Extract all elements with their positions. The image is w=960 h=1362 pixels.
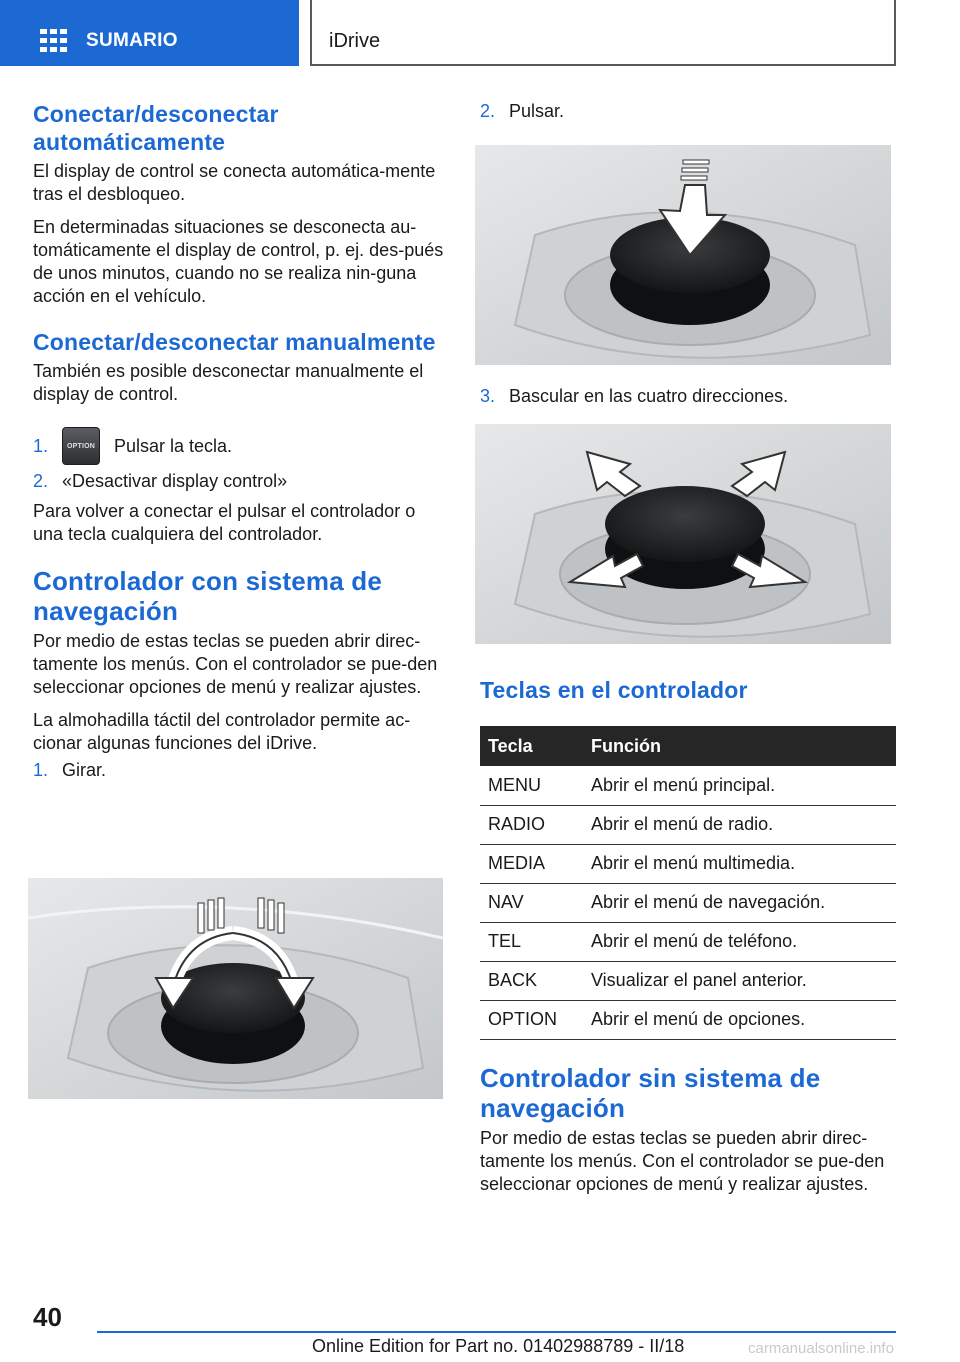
table-row: [480, 961, 896, 1000]
summary-label: SUMARIO: [86, 30, 178, 51]
heading-controller-no-nav: Controlador sin sistema de navegación: [480, 1063, 821, 1123]
footer-edition: Online Edition for Part no. 01402988789 - II/18: [312, 1336, 685, 1356]
paragraph-auto-connect-2: En determinadas situaciones se desconecta au-tomáticamente el display de control, p. ej. des-pués de unos minutos, cuando no se realiza nin-guna acción en el vehículo.: [33, 217, 444, 306]
controller-no-nav-section: [480, 1063, 896, 1196]
table-header-key: Tecla: [480, 726, 583, 766]
table-cell-key: BACK: [480, 961, 583, 1000]
paragraph-manual-connect-1: También es posible desconectar manualmente el display de control.: [33, 361, 424, 404]
controller-keys-section: [480, 676, 896, 1040]
table-cell-key: NAV: [480, 883, 583, 922]
table-cell-function: Abrir el menú de navegación.: [583, 883, 896, 922]
summary-button[interactable]: [0, 0, 299, 66]
heading-auto-connect: Conectar/desconectar automáticamente: [33, 101, 279, 155]
table-header-function: Función: [583, 726, 896, 766]
table-row: [480, 1000, 896, 1039]
table-row: [480, 883, 896, 922]
table-cell-key: TEL: [480, 922, 583, 961]
figure-controller-tilt: [475, 424, 891, 644]
step-text: Bascular en las cuatro direcciones.: [509, 386, 789, 406]
step-number: 3.: [480, 386, 496, 406]
controller-keys-table: [480, 726, 896, 1040]
step-push: [480, 100, 896, 123]
paragraph-controller-nav-2: La almohadilla táctil del controlador permite ac-cionar algunas funciones del iDrive.: [33, 710, 411, 753]
table-cell-function: Abrir el menú de teléfono.: [583, 922, 896, 961]
step-number: 1.: [33, 760, 49, 780]
step-number: 2.: [33, 471, 49, 491]
table-cell-function: Abrir el menú de radio.: [583, 805, 896, 844]
table-row: [480, 805, 896, 844]
step-number: 1.: [33, 435, 49, 456]
table-cell-function: Abrir el menú de opciones.: [583, 1000, 896, 1039]
footer-divider: [97, 1331, 896, 1333]
step-1-option: [33, 426, 445, 466]
table-header-row: [480, 726, 896, 766]
table-cell-key: MEDIA: [480, 844, 583, 883]
heading-controller-keys: Teclas en el controlador: [480, 677, 748, 703]
step-text: Girar.: [62, 760, 107, 780]
paragraph-controller-no-nav: Por medio de estas teclas se pueden abrir direc-tamente los menús. Con el controlador se pue-den seleccionar opciones de menú y realizar ajustes.: [480, 1128, 885, 1194]
table-row: [480, 844, 896, 883]
tab-idrive-label: iDrive: [329, 30, 381, 52]
tab-idrive[interactable]: [310, 0, 896, 66]
figure-controller-rotate: [28, 878, 443, 1099]
paragraph-controller-nav-1: Por medio de estas teclas se pueden abrir direc-tamente los menús. Con el controlador se pue-den seleccionar opciones de menú y realizar ajustes.: [33, 631, 438, 697]
left-column: [33, 100, 445, 782]
right-column: [480, 100, 896, 123]
table-cell-key: MENU: [480, 766, 583, 805]
table-cell-function: Visualizar el panel anterior.: [583, 961, 896, 1000]
figure-controller-push: [475, 145, 891, 365]
step-text: «Desactivar display control»: [62, 471, 288, 491]
heading-manual-connect: Conectar/desconectar manualmente: [33, 329, 436, 355]
step-2-deactivate: [33, 470, 445, 493]
grid-menu-icon: [40, 29, 67, 52]
table-cell-key: RADIO: [480, 805, 583, 844]
watermark: carmanualsonline.info: [748, 1340, 894, 1357]
table-row: [480, 922, 896, 961]
option-key-icon: OPTION: [62, 427, 100, 465]
step-text: Pulsar la tecla.: [114, 435, 233, 456]
heading-controller-nav: Controlador con sistema de navegación: [33, 566, 383, 626]
paragraph-manual-connect-2: Para volver a conectar el pulsar el controlador o una tecla cualquiera del controlador.: [33, 501, 416, 544]
table-cell-function: Abrir el menú multimedia.: [583, 844, 896, 883]
table-cell-function: Abrir el menú principal.: [583, 766, 896, 805]
step-number: 2.: [480, 101, 496, 121]
paragraph-auto-connect-1: El display de control se conecta automática-mente tras el desbloqueo.: [33, 161, 436, 204]
table-row: [480, 766, 896, 805]
step-text: Pulsar.: [509, 101, 565, 121]
table-cell-key: OPTION: [480, 1000, 583, 1039]
step-tilt: [480, 385, 788, 408]
page-number: 40: [33, 1302, 62, 1332]
step-rotate: [33, 759, 445, 782]
